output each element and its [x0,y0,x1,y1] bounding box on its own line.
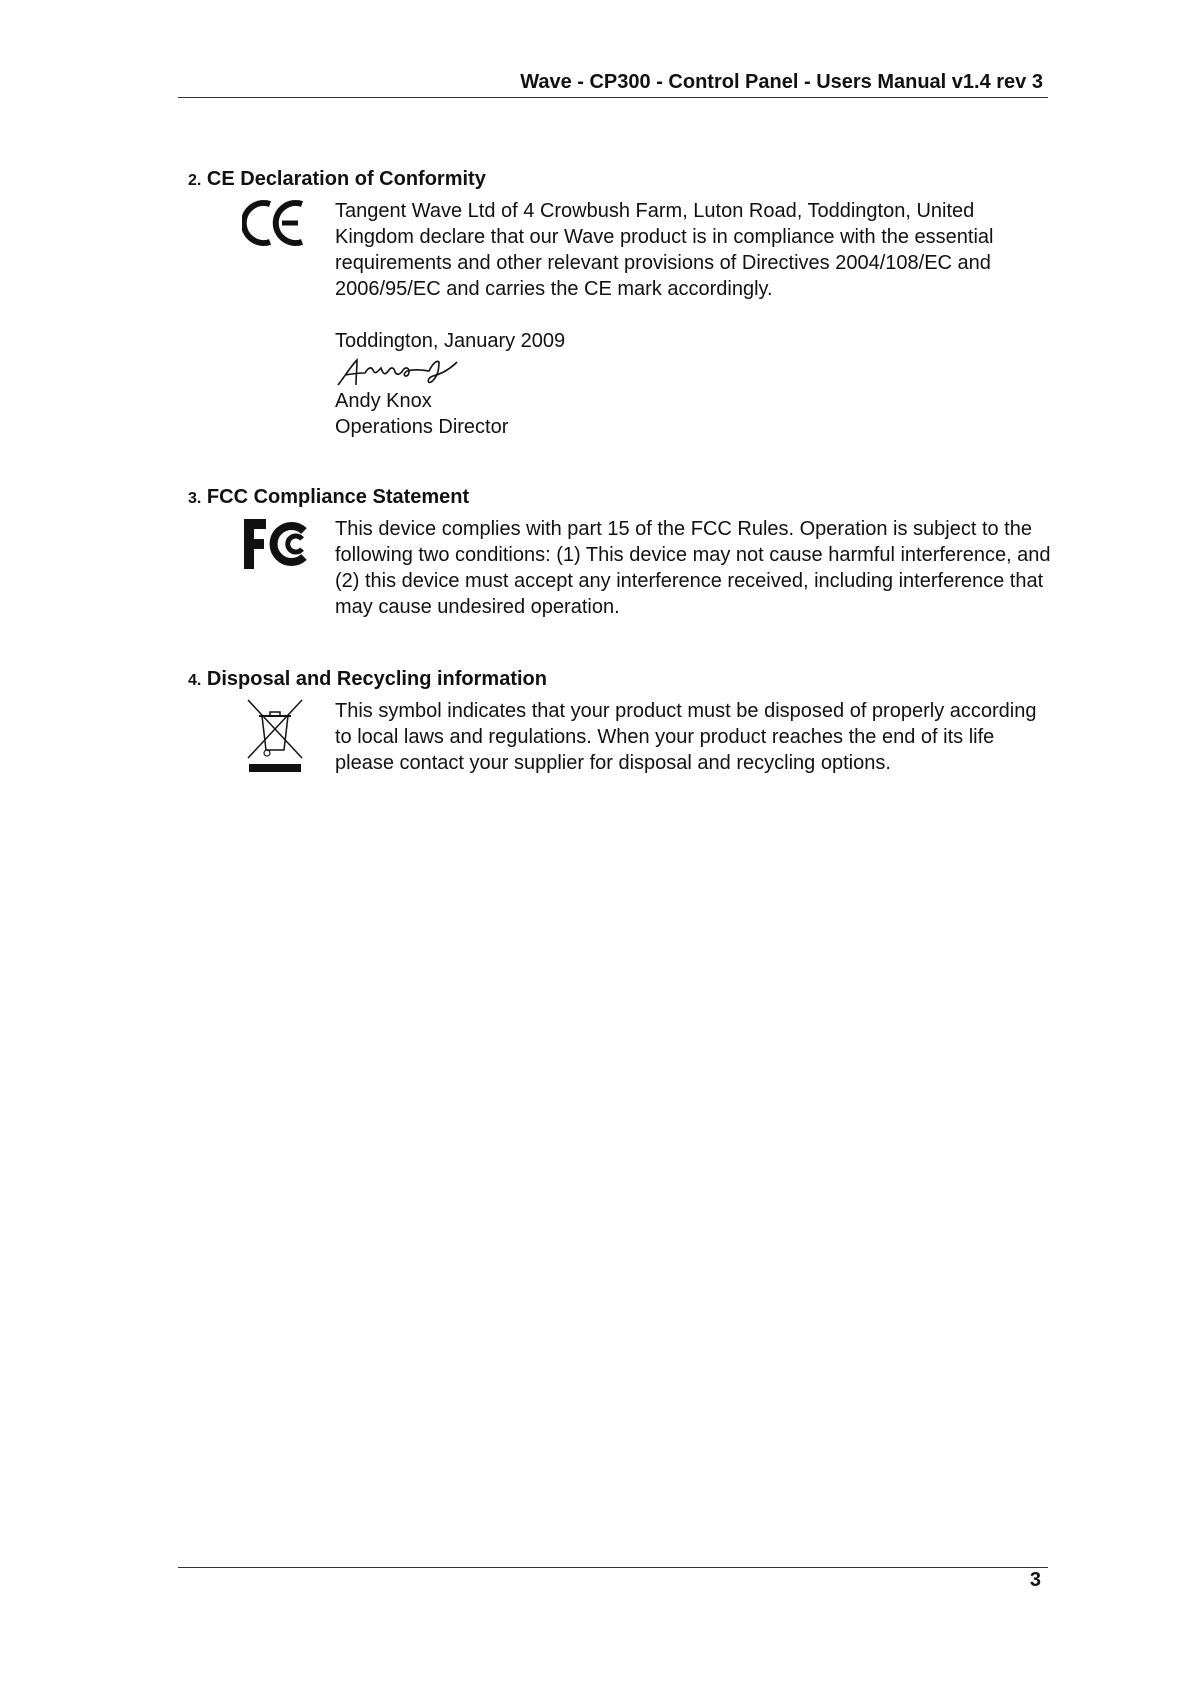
section-ce-declaration [188,168,1048,438]
section-title: Disposal and Recycling information [206,668,547,690]
ce-mark-icon [242,198,306,248]
header-divider [178,97,1048,98]
section-number: 3. [188,490,202,507]
place-date: Toddington, January 2009 [335,330,566,352]
fcc-statement-text: This device complies with part 15 of the FCC Rules. Operation is subject to the following two conditions: (1) This device may not cause harmful interference, and (2) this device must accept any interference received, including interference that may cause undesired operation. [335,518,1051,618]
signatory-role: Operations Director [335,416,509,438]
section-disposal-recycling [188,668,1048,774]
section-fcc-compliance [188,486,1051,618]
section-number: 4. [188,672,202,689]
ce-declaration-text: Tangent Wave Ltd of 4 Crowbush Farm, Luton Road, Toddington, United Kingdom declare that our Wave product is in compliance with the essential requirements and other relevant provisions of Directives 2004/108/EC and 2006/95/EC and carries the CE mark accordingly. [335,200,994,300]
section-heading [188,486,1048,509]
page-number: 3 [1029,1569,1041,1591]
weee-crossed-bin-icon [246,698,304,774]
fcc-logo-icon [242,517,316,571]
section-heading [188,668,1048,691]
signatory-name: Andy Knox [335,390,432,412]
section-title: CE Declaration of Conformity [206,168,486,190]
section-heading [188,168,1048,191]
section-title: FCC Compliance Statement [206,486,470,508]
section-number: 2. [188,172,202,189]
signature [335,358,460,388]
page-header-title: Wave - CP300 - Control Panel - Users Manual v1.4 rev 3 [520,71,1043,93]
footer-divider [178,1567,1048,1568]
disposal-text: This symbol indicates that your product must be disposed of properly according to local laws and regulations. When your product reaches the end of its life please contact your supplier for disposal and recycling options. [335,700,1037,774]
